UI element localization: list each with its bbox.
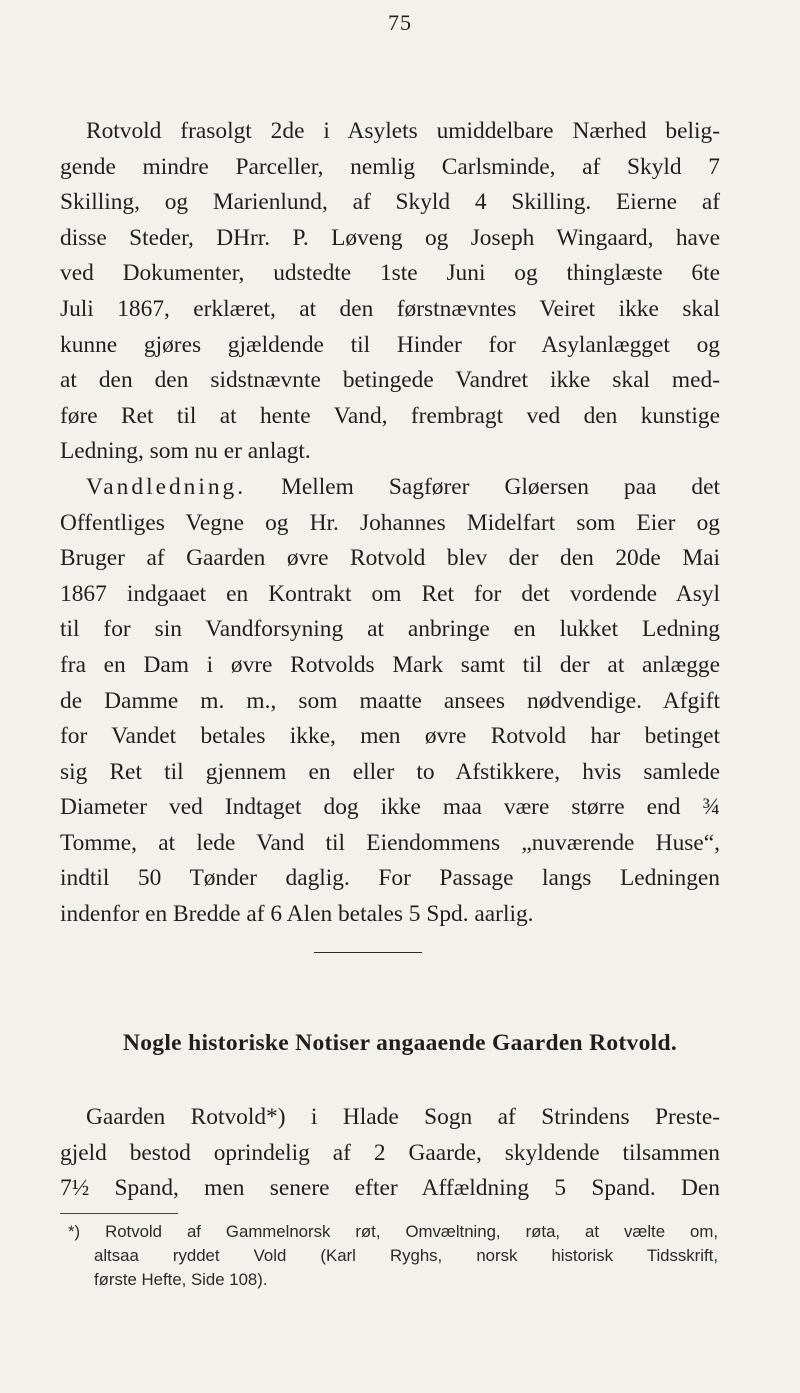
section-heading: Nogle historiske Notiser angaaende Gaarden Rotvold. — [122, 1030, 678, 1056]
side-heading: Vandledning. — [86, 473, 247, 500]
text-line: føre Ret til at hente Vand, frembragt ved den kunstige — [60, 402, 720, 429]
text-line: til for sin Vandforsyning at anbringe en lukket Ledning — [60, 616, 720, 643]
footnote-line: altsaa ryddet Vold (Karl Ryghs, norsk historisk Tidsskrift, — [94, 1246, 718, 1265]
text-line: Gaarden Rotvold*) i Hlade Sogn af Strindens Preste- — [86, 1104, 720, 1130]
text-line: ved Dokumenter, udstedte 1ste Juni og thinglæste 6te — [60, 260, 720, 287]
section-divider — [314, 952, 422, 953]
text-line: gjeld bestod oprindelig af 2 Gaarde, skyldende tilsammen — [60, 1139, 720, 1166]
footnote-line: første Hefte, Side 108). — [94, 1270, 268, 1289]
text-fragment: Mellem Sagfører Gløersen paa det — [281, 473, 720, 500]
paragraph-start-line — [60, 470, 720, 506]
text-line: 7½ Spand, men senere efter Affældning 5 Spand. Den — [60, 1175, 720, 1202]
section-text — [60, 1100, 720, 1207]
text-line: Tomme, at lede Vand til Eiendommens „nuværende Huse“, — [60, 829, 720, 856]
text-line: Diameter ved Indtaget dog ikke maa være større end ¾ — [60, 794, 720, 821]
text-line: for Vandet betales ikke, men øvre Rotvold har betinget — [60, 723, 720, 750]
text-line: sig Ret til gjennem en eller to Afstikkere, hvis samlede — [60, 758, 720, 785]
text-line: Ledning, som nu er anlagt. — [60, 438, 311, 465]
footnote — [68, 1220, 718, 1292]
text-line: gende mindre Parceller, nemlig Carlsminde, af Skyld 7 — [60, 153, 720, 180]
text-line: kunne gjøres gjældende til Hinder for Asylanlægget og — [60, 331, 720, 358]
text-line: Rotvold frasolgt 2de i Asylets umiddelbare Nærhed belig- — [86, 118, 720, 144]
text-line: indenfor en Bredde af 6 Alen betales 5 Spd. aarlig. — [60, 901, 534, 928]
text-line: Bruger af Gaarden øvre Rotvold blev der den 20de Mai — [60, 545, 720, 572]
body-text — [60, 114, 720, 933]
text-line: indtil 50 Tønder daglig. For Passage langs Ledningen — [60, 865, 720, 892]
text-line: Skilling, og Marienlund, af Skyld 4 Skilling. Eierne af — [60, 189, 720, 216]
text-line: at den den sidstnævnte betingede Vandret ikke skal med- — [60, 367, 720, 394]
text-line: Juli 1867, erklæret, at den førstnævntes Veiret ikke skal — [60, 295, 720, 322]
text-line: disse Steder, DHrr. P. Løveng og Joseph Wingaard, have — [60, 224, 720, 251]
page-number: 75 — [388, 10, 412, 35]
text-line: fra en Dam i øvre Rotvolds Mark samt til der at anlægge — [60, 651, 720, 678]
text-line: Offentliges Vegne og Hr. Johannes Midelfart som Eier og — [60, 509, 720, 536]
text-line: de Damme m. m., som maatte ansees nødvendige. Afgift — [60, 687, 720, 714]
text-line: 1867 indgaaet en Kontrakt om Ret for det vordende Asyl — [60, 580, 720, 607]
footnote-divider — [60, 1213, 178, 1214]
footnote-line: *) Rotvold af Gammelnorsk røt, Omvæltning, røta, at vælte om, — [68, 1222, 718, 1241]
